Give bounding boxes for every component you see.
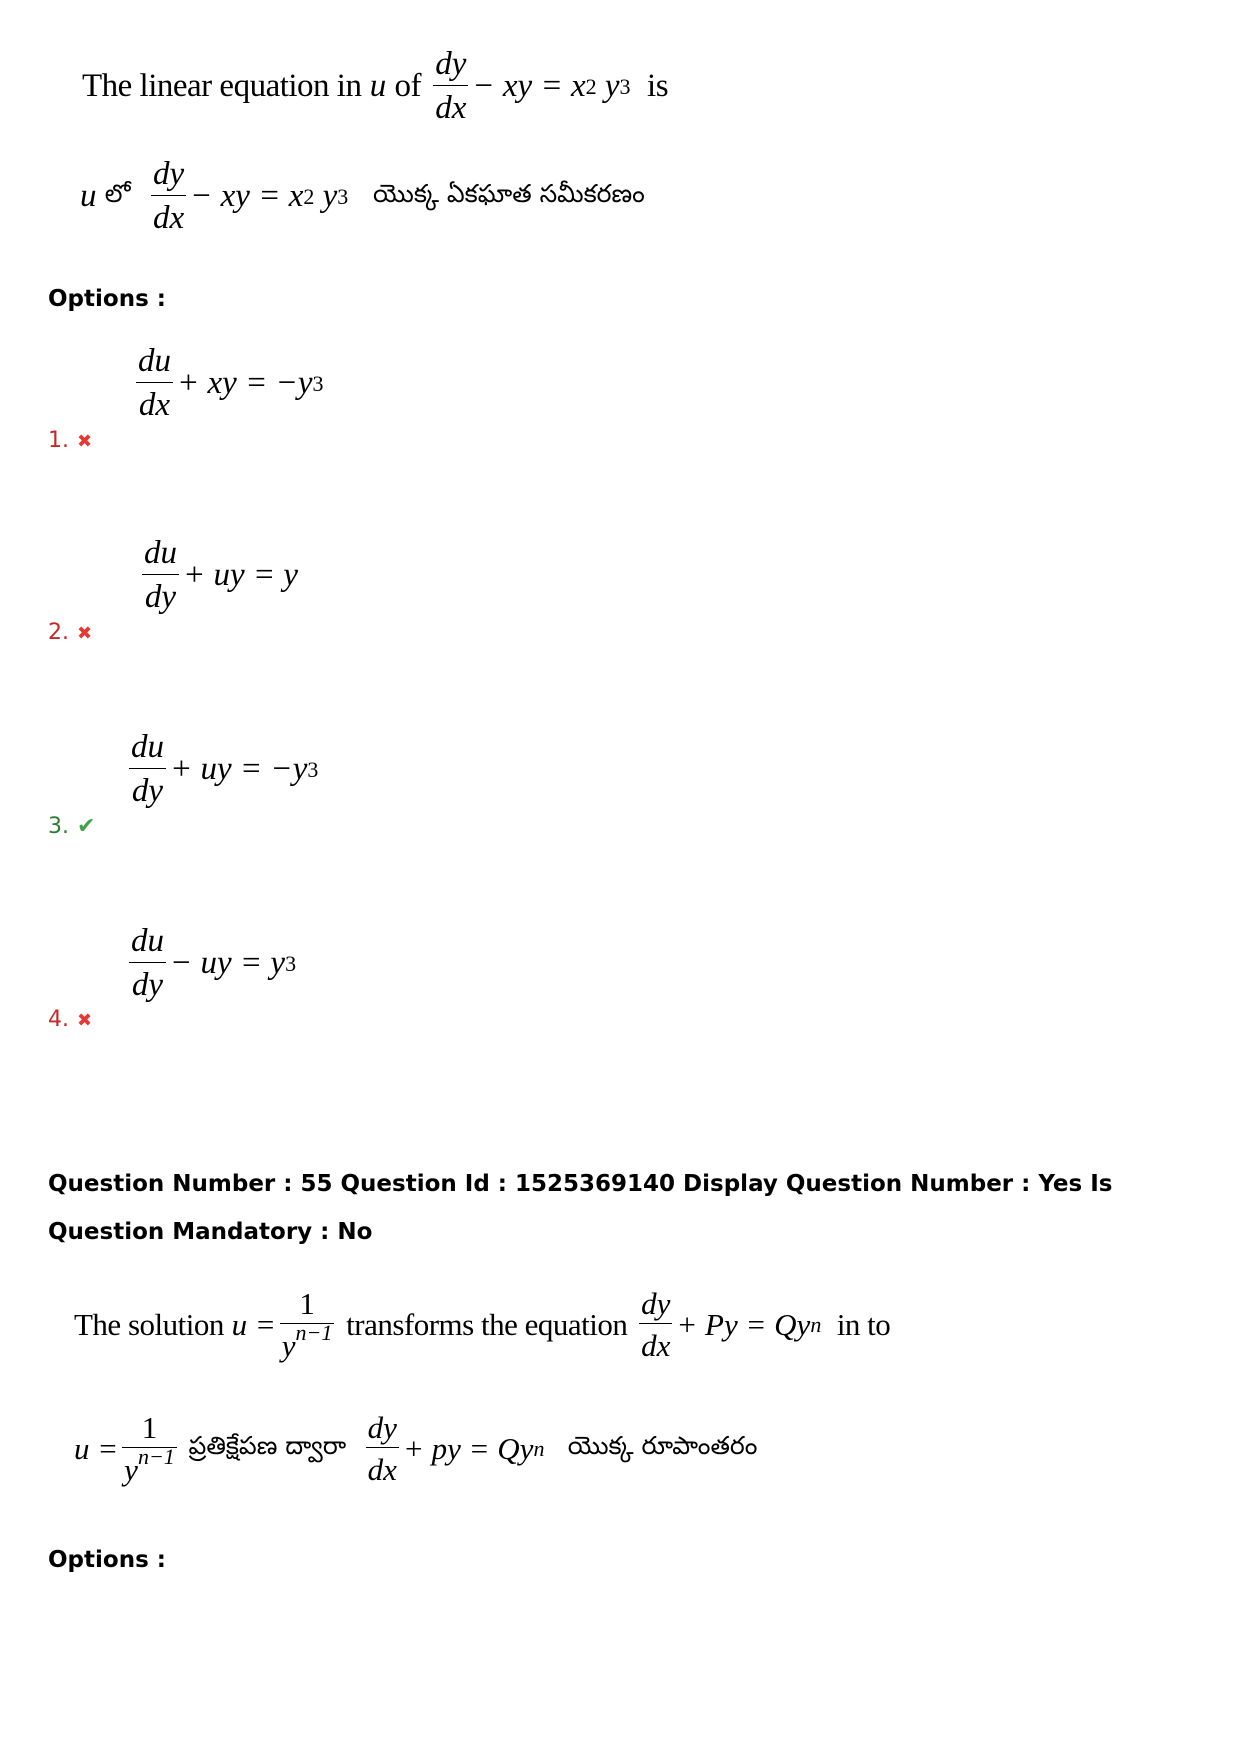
- option-1-number: [48, 428, 92, 453]
- check-icon: ✔: [77, 814, 96, 839]
- q55-te-u: u =: [74, 1430, 119, 1466]
- q54-te-suffix: యొక్క ఏకఘాత సమీకరణం: [373, 178, 645, 208]
- option-1-rest: + xy = −y: [177, 365, 313, 402]
- q55-en-mid: transforms the equation: [346, 1306, 628, 1342]
- fraction-denominator: [122, 1444, 177, 1488]
- fraction-denominator: dx: [641, 1328, 671, 1364]
- q55-options-label: Options :: [48, 1547, 166, 1573]
- den-sup: n−1: [137, 1444, 175, 1470]
- q55-en-dydx: [639, 1286, 672, 1364]
- fraction-denominator: [280, 1320, 335, 1364]
- option-2-number: [48, 620, 92, 645]
- q55-telugu-line: u = $\frac{1}{y^{n-1}}$ ప్రతిక్షేపణ ద్వారా $\frac{dy}{dx}$ + py = Qy n యొక్క రూపాంతరం: [74, 1410, 758, 1488]
- cross-icon: ✖: [77, 431, 93, 452]
- fraction-numerator: 1: [299, 1286, 315, 1321]
- fraction-numerator: du: [131, 923, 164, 959]
- option-4-rest: − uy = y: [170, 945, 286, 982]
- option-1-equation: $\frac{du}{dx}$ + xy = −y 3: [138, 343, 324, 424]
- q55-en-eq-rest: + Py = Qy: [676, 1306, 811, 1342]
- q55-meta-line: Question Number : 55 Question Id : 1525369140 Display Question Number : Yes Is Question Mandatory : No: [48, 1171, 1113, 1245]
- option-3-equation: $\frac{du}{dy}$ + uy = −y 3: [131, 729, 319, 810]
- q55-te-fraction: [122, 1410, 177, 1488]
- option-2-label: 2.: [48, 620, 69, 645]
- q54-telugu-line: u లో $\frac{dy}{dx}$ − xy = x 2 y 3 యొక్క ఏకఘాత సమీకరణం: [80, 156, 645, 237]
- q54-english-line: The linear equation in u of $\frac{dy}{dx}$ − xy = x 2 y 3 is: [82, 46, 669, 127]
- fraction-numerator: dy: [152, 156, 185, 192]
- q54-te-var: u: [80, 178, 97, 215]
- option-3-label: 3.: [48, 814, 69, 839]
- q54-en-prefix: The linear equation in: [82, 68, 362, 105]
- q55-te-mid: ప్రతిక్షేపణ ద్వారా: [188, 1430, 347, 1460]
- cross-icon: ✖: [77, 1010, 93, 1031]
- q54-en-var: u: [369, 68, 387, 105]
- fraction-denominator: dy: [131, 773, 164, 810]
- option-3-number: [48, 814, 95, 839]
- q55-en-suffix: in to: [836, 1306, 891, 1342]
- fraction-denominator: dx: [435, 90, 467, 127]
- q54-en-dydx: [433, 48, 468, 125]
- q54-te-dydx: [151, 158, 186, 235]
- den-y: y: [281, 1328, 296, 1364]
- q54-te-eq-rest: − xy = x: [190, 178, 304, 215]
- fraction-denominator: dx: [138, 387, 171, 424]
- option-3-rest: + uy = −y: [170, 751, 308, 788]
- fraction-numerator: dy: [641, 1286, 671, 1321]
- cross-icon: ✖: [77, 623, 93, 644]
- q54-te-y: y: [322, 178, 338, 215]
- q55-te-dydx: [366, 1410, 399, 1488]
- q54-en-of: of: [394, 68, 421, 105]
- den-sup: n−1: [295, 1320, 333, 1346]
- option-2-rest: + uy = y: [183, 557, 299, 594]
- q54-options-label: Options :: [48, 286, 166, 312]
- fraction-numerator: du: [131, 729, 164, 765]
- q55-english-line: The solution u = $\frac{1}{y^{n-1}}$ transforms the equation $\frac{dy}{dx}$ + Py = Qy n in to: [74, 1286, 891, 1364]
- fraction-numerator: 1: [141, 1410, 158, 1445]
- q55-en-u: u =: [231, 1306, 276, 1342]
- fraction-numerator: dy: [435, 46, 467, 82]
- q55-te-suffix: యొక్క రూపాంతరం: [567, 1430, 758, 1460]
- q54-en-eq-rest: − xy = x: [472, 68, 586, 105]
- option-4-label: 4.: [48, 1007, 69, 1032]
- option-2-equation: [138, 537, 298, 614]
- q54-te-lo: లో: [104, 178, 131, 208]
- den-y: y: [124, 1452, 138, 1488]
- q54-en-suffix: is: [647, 68, 669, 105]
- q55-en-prefix: The solution: [74, 1306, 224, 1342]
- fraction-denominator: dy: [131, 967, 164, 1004]
- q55-en-fraction: [280, 1286, 335, 1364]
- q55-te-eq-rest: + py = Qy: [402, 1430, 534, 1466]
- fraction-numerator: dy: [367, 1410, 397, 1445]
- fraction-denominator: dx: [367, 1452, 397, 1488]
- q54-en-y: y: [604, 68, 620, 105]
- fraction-numerator: du: [144, 535, 177, 571]
- fraction-numerator: du: [138, 343, 171, 379]
- option-4-number: [48, 1007, 92, 1032]
- fraction-denominator: dx: [152, 200, 185, 237]
- fraction-denominator: dy: [144, 579, 177, 616]
- option-4-equation: $\frac{du}{dy}$ − uy = y 3: [131, 923, 297, 1004]
- option-1-label: 1.: [48, 428, 69, 453]
